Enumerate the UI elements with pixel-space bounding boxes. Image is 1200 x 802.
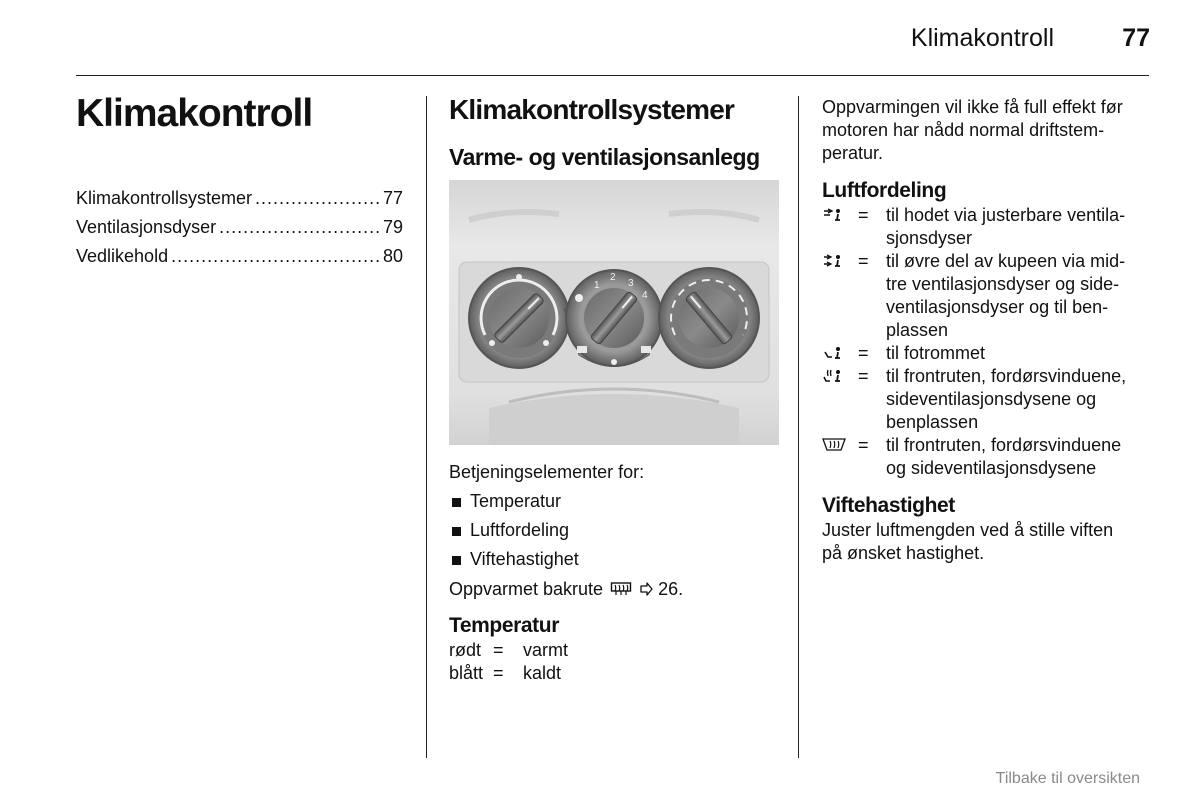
toc-leader-dots	[219, 217, 380, 238]
subsection-heading: Varme- og ventilasjonsanlegg	[449, 144, 760, 170]
temperature-value: kaldt	[523, 663, 562, 683]
equals-sign: =	[858, 366, 869, 386]
warmup-line-1: Oppvarmingen vil ikke få full effekt før	[822, 97, 1123, 117]
column-divider-right	[798, 96, 799, 758]
temperature-value: varmt	[523, 640, 568, 660]
toc-entry-vents[interactable]	[76, 217, 403, 246]
table-of-contents	[76, 188, 403, 275]
toc-entry-title: Vedlikehold	[76, 246, 169, 266]
fan-speed-label-3: 3	[628, 278, 634, 289]
list-item	[822, 434, 1152, 480]
toc-entry-title: Klimakontrollsystemer	[76, 188, 253, 208]
bullet-square-icon	[452, 527, 461, 536]
windshield-defrost-icon	[822, 434, 858, 456]
fan-speed-line-2: på ønsket hastighet.	[822, 543, 985, 563]
equals-sign: =	[493, 640, 504, 660]
rear-window-page-ref: 26.	[658, 579, 684, 599]
rear-window-reference	[449, 578, 779, 601]
distribution-line: tre ventilasjonsdyser og side-	[886, 274, 1120, 294]
distribution-line: sideventilasjonsdysene og	[886, 389, 1097, 409]
temperature-key: blått	[449, 663, 484, 683]
distribution-text	[886, 434, 1152, 480]
rear-window-text: Oppvarmet bakrute	[449, 579, 604, 599]
list-item	[449, 548, 779, 577]
bullet-square-icon	[452, 498, 461, 507]
temperature-row-red	[449, 639, 779, 662]
toc-entry-page: 80	[382, 246, 403, 266]
footwell-vent-icon	[822, 342, 858, 364]
distribution-text	[886, 342, 1152, 365]
header-title: Klimakontroll	[910, 24, 1054, 52]
distribution-text	[886, 365, 1152, 434]
climate-control-panel-image	[449, 180, 779, 445]
distribution-line: plassen	[886, 320, 949, 340]
chapter-title: Klimakontroll	[76, 92, 313, 135]
list-item	[822, 250, 1152, 342]
equals-sign: =	[858, 435, 869, 455]
windshield-footwell-vent-icon	[822, 365, 858, 387]
column-divider-left	[426, 96, 427, 758]
header-divider	[76, 75, 1149, 76]
toc-entry-page: 79	[382, 217, 403, 237]
toc-leader-dots	[171, 246, 380, 267]
section-heading: Klimakontrollsystemer	[449, 94, 735, 125]
upper-cabin-vent-icon	[822, 250, 858, 272]
controls-intro: Betjeningselementer for:	[449, 462, 645, 482]
distribution-line: til øvre del av kupeen via mid-	[886, 251, 1126, 271]
toc-entry-page: 77	[382, 188, 403, 208]
rear-window-defrost-icon	[610, 581, 632, 597]
list-item-text: Temperatur	[470, 491, 562, 511]
distribution-line: til hodet via justerbare ventila-	[886, 205, 1126, 225]
warmup-line-2: motoren har nådd normal driftstem-	[822, 120, 1105, 140]
list-item	[449, 490, 779, 519]
fan-speed-label-2: 2	[610, 272, 616, 283]
fan-speed-line-1: Juster luftmengden ved å stille viften	[822, 520, 1114, 540]
equals-sign: =	[858, 251, 869, 271]
distribution-line: sjonsdyser	[886, 228, 973, 248]
fan-speed-label-4: 4	[642, 290, 648, 301]
equals-sign: =	[858, 343, 869, 363]
distribution-line: til frontruten, fordørsvinduene	[886, 435, 1122, 455]
temperature-row-blue	[449, 662, 779, 685]
distribution-text	[886, 204, 1152, 250]
toc-leader-dots	[255, 188, 380, 209]
toc-entry-title: Ventilasjonsdyser	[76, 217, 217, 237]
temperature-heading: Temperatur	[449, 614, 559, 637]
distribution-line: ventilasjonsdyser og til ben-	[886, 297, 1109, 317]
list-item	[822, 204, 1152, 250]
list-item	[822, 342, 1152, 365]
distribution-text	[886, 250, 1152, 342]
bullet-square-icon	[452, 556, 461, 565]
distribution-line: til fotrommet	[886, 343, 986, 363]
list-item	[449, 519, 779, 548]
page-number: 77	[1122, 24, 1150, 52]
fan-speed-heading: Viftehastighet	[822, 494, 955, 517]
list-item-text: Viftehastighet	[470, 549, 579, 569]
distribution-line: til frontruten, fordørsvinduene,	[886, 366, 1127, 386]
page-reference-arrow-icon	[639, 582, 653, 596]
temperature-key: rødt	[449, 640, 482, 660]
warmup-line-3: peratur.	[822, 143, 884, 163]
toc-entry-climate-systems[interactable]	[76, 188, 403, 217]
head-vent-icon	[822, 204, 858, 226]
air-distribution-heading: Luftfordeling	[822, 179, 947, 202]
distribution-line: benplassen	[886, 412, 979, 432]
list-item	[822, 365, 1152, 434]
controls-description	[449, 461, 779, 685]
back-to-overview-link[interactable]: Tilbake til oversikten	[995, 770, 1140, 787]
right-column	[822, 96, 1152, 565]
list-item-text: Luftfordeling	[470, 520, 570, 540]
toc-entry-maintenance[interactable]	[76, 246, 403, 275]
equals-sign: =	[858, 205, 869, 225]
distribution-line: og sideventilasjonsdysene	[886, 458, 1097, 478]
equals-sign: =	[493, 663, 504, 683]
fan-speed-label-1: 1	[594, 280, 600, 291]
